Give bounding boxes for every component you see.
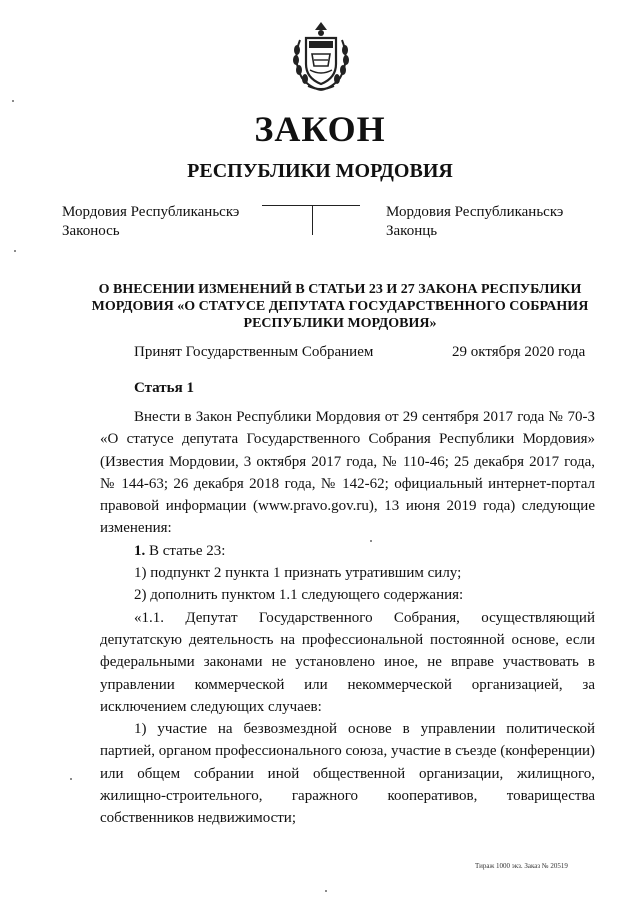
item-1-text: В статье 23: <box>149 542 226 559</box>
scan-speck <box>370 540 372 542</box>
law-subtitle: РЕСПУБЛИКИ МОРДОВИЯ <box>187 160 453 182</box>
header-right-line1: Мордовия Республиканьскэ <box>386 204 564 220</box>
clause-1-1: «1.1. Депутат Государственного Собрания, осуществляющий депутатскую деятельность на профессиональной постоянной основе, если федеральными законами не установлено иное, не вправе участвовать в управлении коммерческой или некоммерческой организацией, за исключением следующих случаев: <box>100 609 595 715</box>
header-right-erzyan <box>386 203 563 241</box>
item-1-number: 1. <box>134 542 146 559</box>
header-divider-vertical <box>312 205 313 235</box>
header-right-line2: Законць <box>386 223 438 239</box>
scan-speck <box>70 778 72 780</box>
document-title: О ВНЕСЕНИИ ИЗМЕНЕНИЙ В СТАТЬИ 23 И 27 ЗАКОНА РЕСПУБЛИКИ МОРДОВИЯ «О СТАТУСЕ ДЕПУТАТА ГОСУДАРСТВЕННОГО СОБРАНИЯ РЕСПУБЛИКИ МОРДОВИЯ» <box>91 282 589 331</box>
coat-of-arms-emblem <box>288 20 354 94</box>
subitem-1: 1) подпункт 2 пункта 1 признать утратившим силу; <box>134 565 462 582</box>
case-1: 1) участие на безвозмездной основе в управлении политической партией, органом профессионального союза, участие в съезде (конференции) или общем собрании иной общественной организации, жилищного, жилищно-строительного, гаражного кооперативов, товарищества собственников недвижимости; <box>100 721 595 827</box>
header-left-line2: Законось <box>62 223 120 239</box>
subitem-2: 2) дополнить пунктом 1.1 следующего содержания: <box>134 587 464 604</box>
header-left-mokshan <box>62 203 239 241</box>
article-heading: Статья 1 <box>134 380 194 396</box>
law-title: ЗАКОН <box>254 109 386 149</box>
intro-paragraph: Внести в Закон Республики Мордовия от 29 сентября 2017 года № 70-З «О статусе депутата Государственного Собрания Республики Мордовия» (Известия Мордовии, 3 октября 2017 года, № 110-46; 25 декабря 2017 года, № 144-63; 26 декабря 2018 года, № 142-62; официальный интернет-портал правовой информации (www.pravo.gov.ru), 13 июня 2019 года) следующие изменения: <box>100 409 595 537</box>
scan-speck <box>12 100 14 102</box>
scan-speck <box>14 250 16 252</box>
print-run-note: Тираж 1000 экз. Заказ № 20519 <box>475 862 568 870</box>
header-divider-line <box>262 205 360 206</box>
adopted-label: Принят Государственным Собранием <box>134 344 374 360</box>
scan-speck <box>325 890 327 892</box>
header-left-line1: Мордовия Республиканьскэ <box>62 204 240 220</box>
document-body <box>100 406 595 830</box>
item-1 <box>100 540 595 562</box>
adopted-date: 29 октября 2020 года <box>452 344 586 360</box>
